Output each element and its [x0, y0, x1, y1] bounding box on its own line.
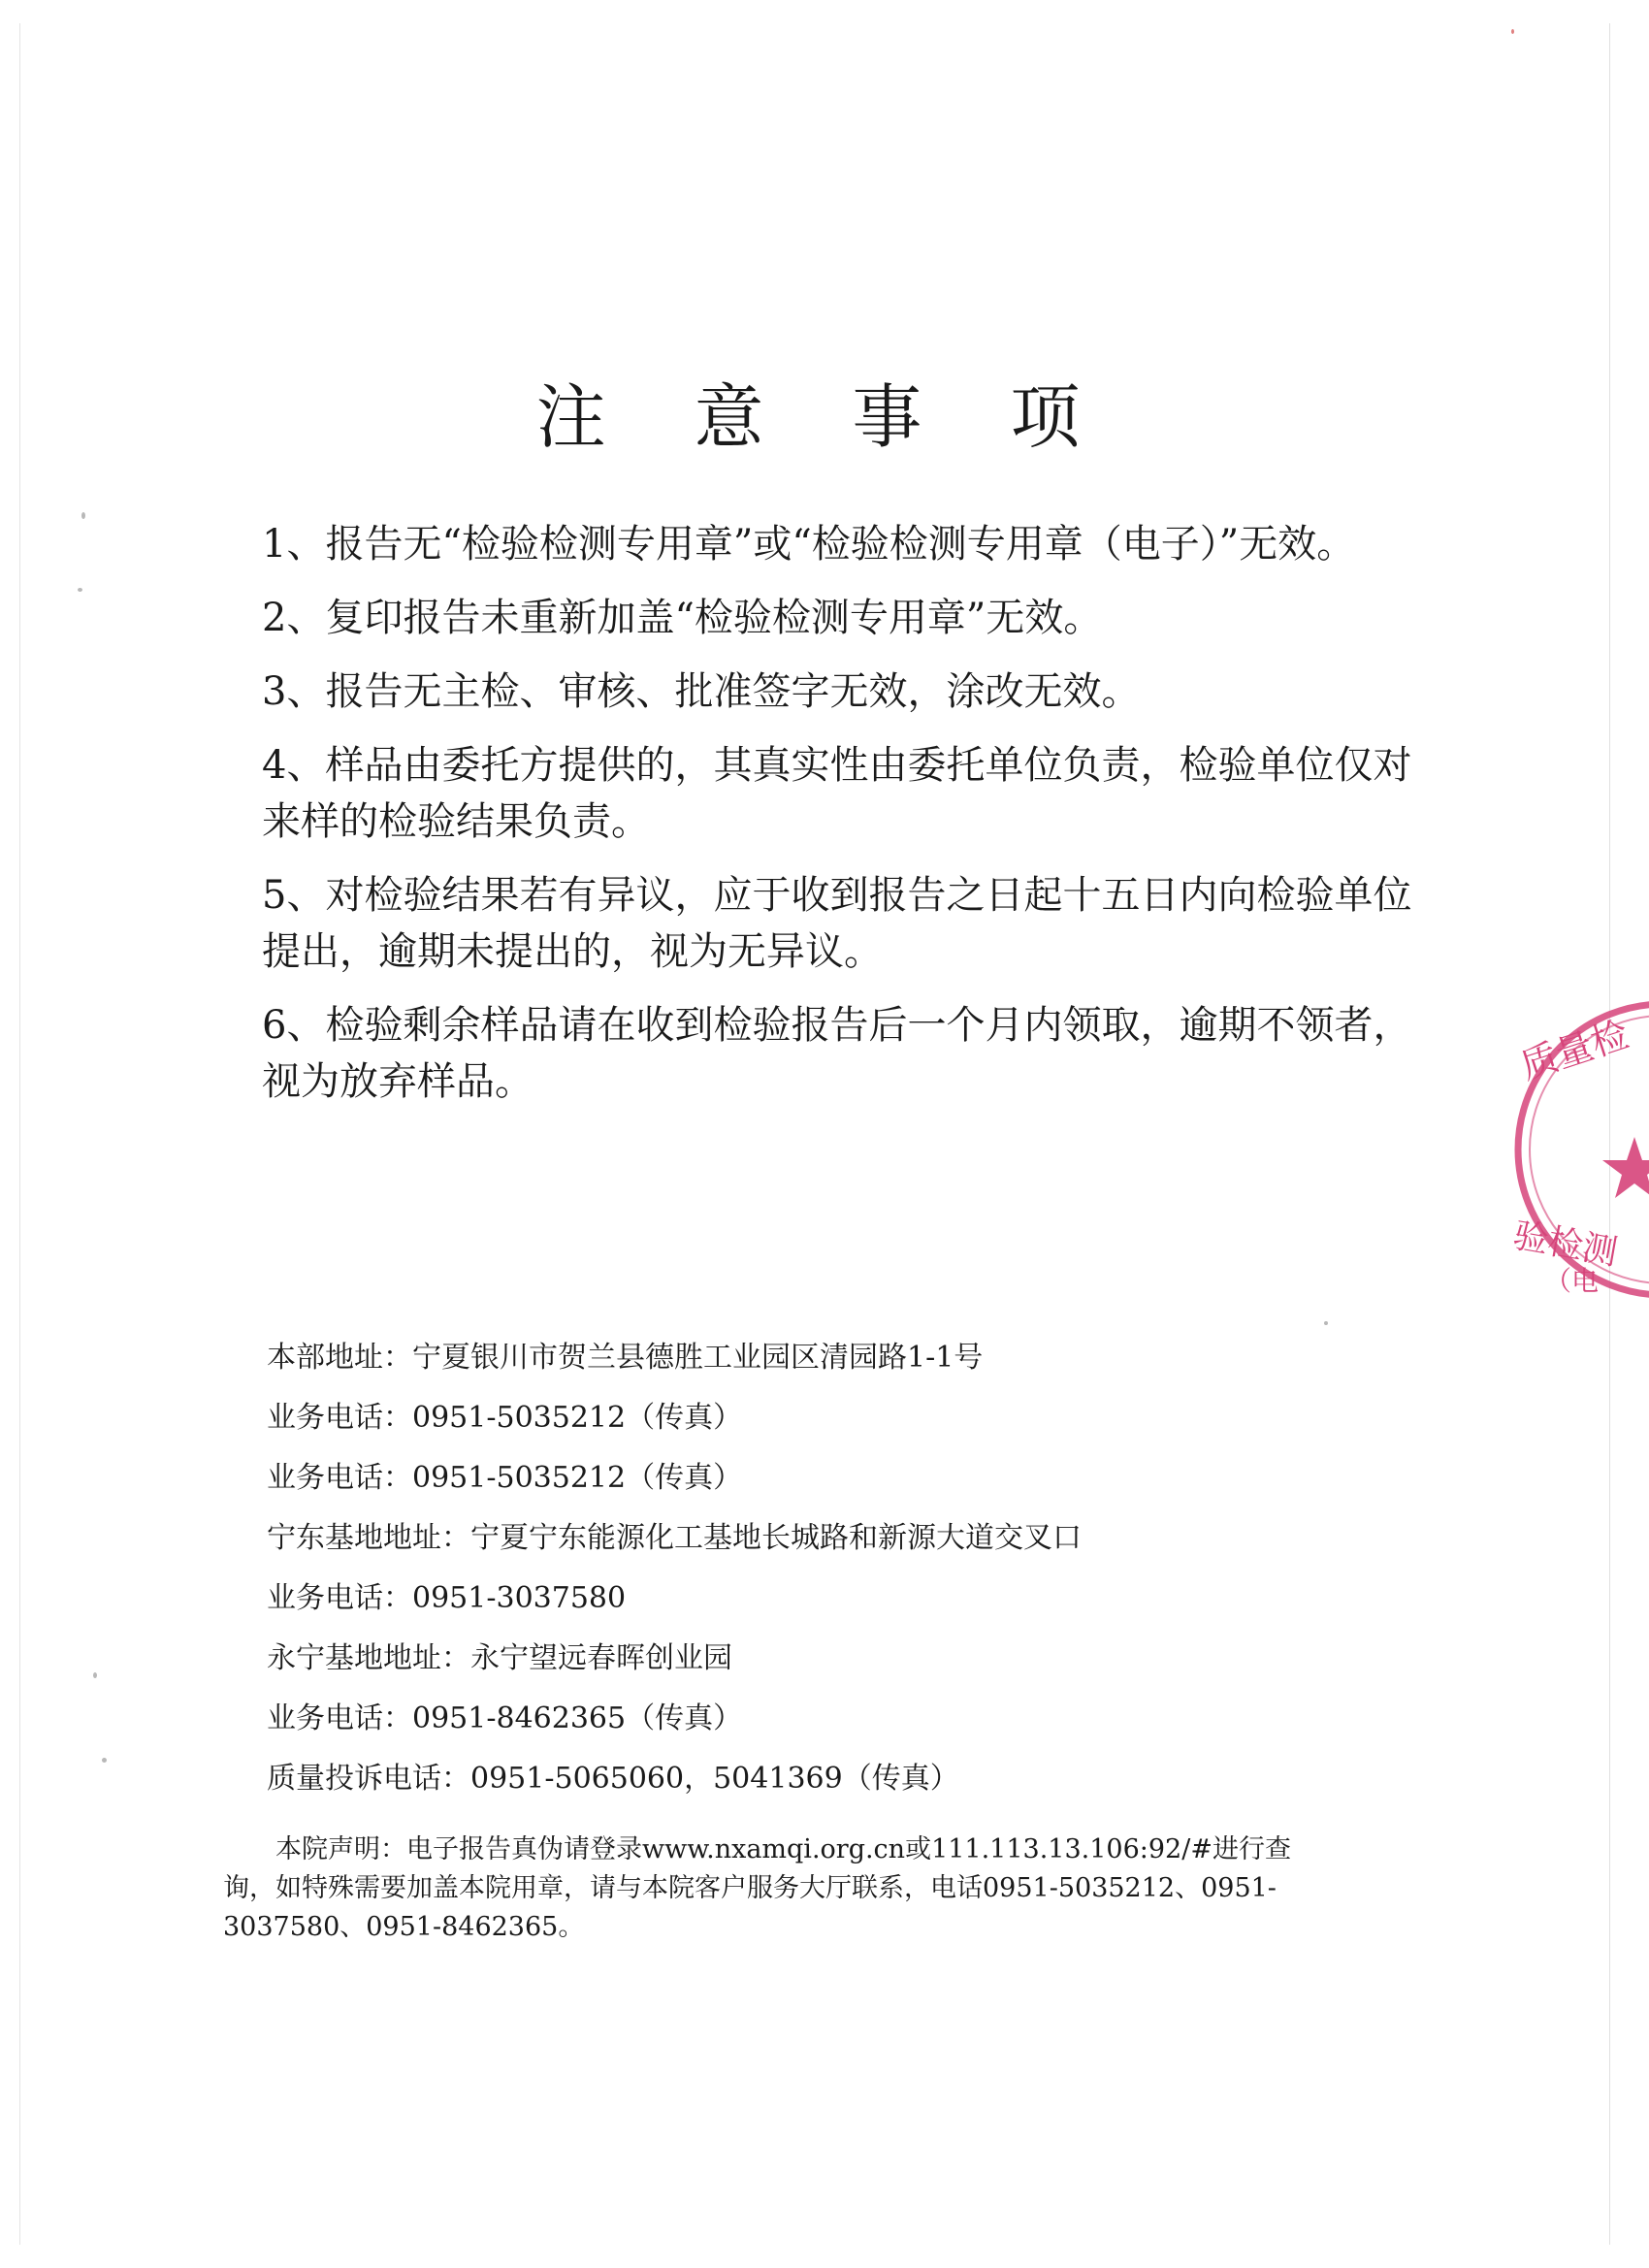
notice-item-6: 6、检验剩余样品请在收到检验报告后一个月内领取，逾期不领者，视为放弃样品。 — [262, 1003, 1412, 1104]
seal-text-sub: （电 — [1544, 1265, 1600, 1297]
scan-speck — [1511, 29, 1514, 34]
scan-speck — [93, 1672, 97, 1678]
seal-text-bottom: 验检测 — [1509, 1215, 1621, 1274]
contact-ningdong-phone: 业务电话：0951-3037580 — [267, 1581, 627, 1615]
notice-item-1: 1、报告无“检验检测专用章”或“检验检测专用章（电子）”无效。 — [262, 522, 1356, 567]
official-seal-stamp — [1494, 999, 1649, 1300]
seal-text-top: 质量检 — [1515, 1012, 1634, 1088]
contact-hq-address: 本部地址：宁夏银川市贺兰县德胜工业园区清园路1-1号 — [267, 1341, 984, 1375]
page-title: 注 意 事 项 — [535, 376, 1114, 458]
contact-yongning-address: 永宁基地地址：永宁望远春晖创业园 — [267, 1641, 732, 1675]
scan-speck — [78, 588, 82, 592]
contact-info — [267, 1339, 1334, 1820]
notice-item-3: 3、报告无主检、审核、批准签字无效，涂改无效。 — [262, 669, 1141, 714]
notice-item-2: 2、复印报告未重新加盖“检验检测专用章”无效。 — [262, 596, 1103, 640]
institute-declaration — [223, 1831, 1339, 1947]
declaration-text: 本院声明：电子报告真伪请登录www.nxamqi.org.cn或111.113.13.106:92/#进行查询，如特殊需要加盖本院用章，请与本院客户服务大厅联系，电话0951-5035212、0951-3037580、0951-8462365。 — [223, 1834, 1291, 1942]
contact-complaint-phone: 质量投诉电话：0951-5065060，5041369（传真） — [267, 1762, 959, 1796]
contact-hq-phone-1: 业务电话：0951-5035212（传真） — [267, 1401, 743, 1435]
notice-list — [262, 516, 1426, 1127]
scan-speck — [102, 1758, 107, 1763]
notice-item-4: 4、样品由委托方提供的，其真实性由委托单位负责，检验单位仅对来样的检验结果负责。 — [262, 743, 1412, 844]
contact-yongning-phone: 业务电话：0951-8462365（传真） — [267, 1701, 743, 1735]
scan-speck — [1324, 1321, 1328, 1325]
contact-hq-phone-2: 业务电话：0951-5035212（传真） — [267, 1461, 743, 1495]
contact-ningdong-address: 宁东基地地址：宁夏宁东能源化工基地长城路和新源大道交叉口 — [267, 1521, 1082, 1555]
seal-icon — [1494, 999, 1649, 1300]
scan-speck — [81, 512, 85, 519]
notice-item-5: 5、对检验结果若有异议，应于收到报告之日起十五日内向检验单位提出，逾期未提出的，视为无异议。 — [262, 873, 1412, 974]
